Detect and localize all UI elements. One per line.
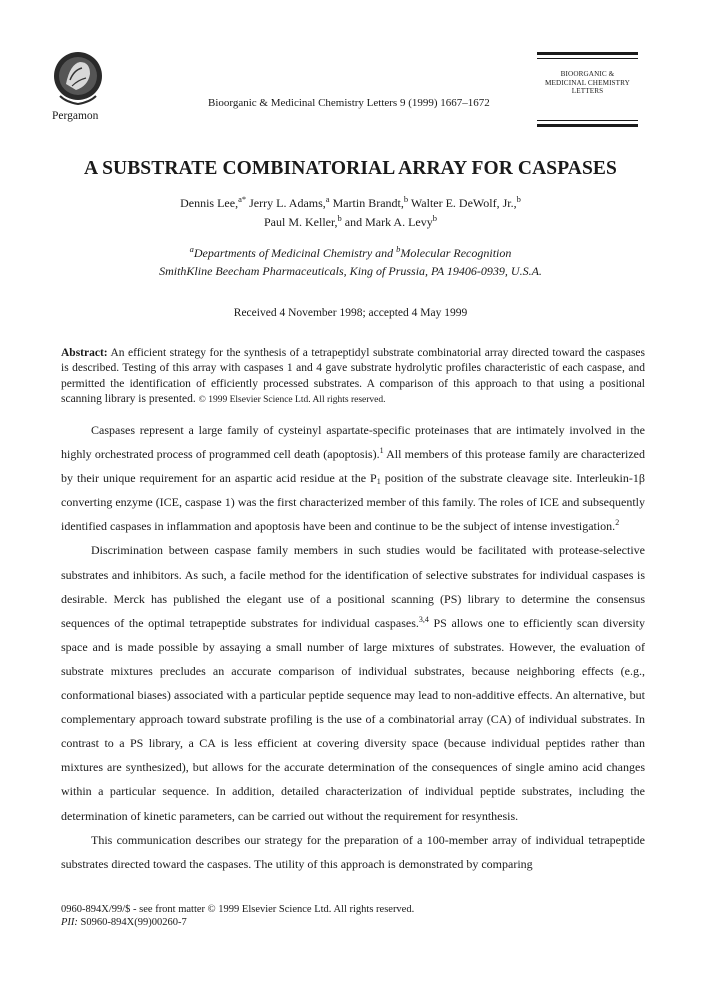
paragraph-text: Caspases represent a large family of cysteinyl aspartate-specific proteinases that are intimately involved in the highly orchestrated process of programmed cell death (apoptosis). bbox=[61, 423, 645, 462]
author-line bbox=[0, 213, 701, 232]
citation-ref: 1 bbox=[379, 446, 384, 456]
author-name: Jerry L. Adams, bbox=[246, 196, 326, 210]
publisher-name: Pergamon bbox=[52, 110, 99, 122]
affiliation-text: Molecular Recognition bbox=[400, 246, 512, 260]
author-name: Dennis Lee, bbox=[180, 196, 239, 210]
pii-label: PII: bbox=[61, 917, 78, 928]
author-name: Walter E. DeWolf, Jr., bbox=[408, 196, 517, 210]
affiliation bbox=[0, 244, 701, 280]
affiliation-line: SmithKline Beecham Pharmaceuticals, King of Prussia, PA 19406-0939, U.S.A. bbox=[159, 264, 542, 278]
abstract-label: Abstract: bbox=[61, 347, 108, 359]
header-rule bbox=[537, 120, 638, 121]
body-paragraph: This communication describes our strategy for the preparation of a 100-member array of individual tetrapeptide substrates directed toward the caspases. The utility of this approach is demonstrated by comparing bbox=[61, 832, 645, 871]
author-list bbox=[0, 194, 701, 232]
header-rule bbox=[537, 124, 638, 127]
citation-ref: 2 bbox=[615, 518, 620, 528]
author-affiliation-mark: a* bbox=[238, 194, 247, 204]
journal-name-line: MEDICINAL CHEMISTRY bbox=[545, 78, 630, 87]
footer-pii bbox=[61, 916, 414, 929]
abstract-text: An efficient strategy for the synthesis of a tetrapeptidyl substrate combinatorial array directed toward the caspases is described. Testing of this array with caspases 1 and 4 gave substrate hydrolytic profiles characteristic of each caspase, and permitted the identification of efficiently processed substrates. A comparison of this approach to that using a positional scanning library is presented. bbox=[61, 347, 645, 405]
paragraph-text: Discrimination between caspase family members in such studies would be facilitated with protease-selective substrates and inhibitors. As such, a facile method for the identification of selective substrates for individual caspases is desirable. Merck has published the elegant use of a positional scanning (PS) library to determine the consensus sequences of the optimal tetrapeptide substrates for individual caspases. bbox=[61, 543, 645, 630]
author-name: and Mark A. Levy bbox=[341, 215, 433, 229]
author-name: Martin Brandt, bbox=[329, 196, 404, 210]
body-paragraph bbox=[61, 538, 645, 827]
body-paragraph bbox=[61, 418, 645, 538]
affiliation-mark: b bbox=[396, 244, 401, 254]
page-footer bbox=[61, 903, 414, 929]
abstract-copyright: © 1999 Elsevier Science Ltd. All rights reserved. bbox=[198, 394, 386, 405]
affiliation-line bbox=[0, 244, 701, 262]
journal-name-box bbox=[537, 70, 638, 96]
pii-value: S0960-894X(99)00260-7 bbox=[77, 917, 187, 928]
subscript: 1 bbox=[376, 477, 381, 487]
author-affiliation-mark: a bbox=[325, 194, 330, 204]
journal-citation: Bioorganic & Medicinal Chemistry Letters 9 (1999) 1667–1672 bbox=[208, 97, 490, 109]
affiliation-mark: a bbox=[189, 244, 194, 254]
author-line bbox=[0, 194, 701, 213]
header-rule bbox=[537, 52, 638, 55]
affiliation-text: Departments of Medicinal Chemistry and bbox=[193, 246, 397, 260]
publisher-emblem-icon bbox=[52, 50, 104, 106]
author-affiliation-mark: b bbox=[516, 194, 521, 204]
article-title: A SUBSTRATE COMBINATORIAL ARRAY FOR CASPASES bbox=[83, 158, 617, 179]
author-affiliation-mark: b bbox=[432, 213, 437, 223]
paragraph-text: All members of this protease family are characterized by their unique requirement for an aspartic acid residue at the P bbox=[61, 447, 645, 486]
journal-name-line: BIOORGANIC & bbox=[560, 70, 615, 78]
paragraph-text: PS allows one to efficiently scan diversity space and is made possible by assaying a small number of large mixtures of substrates. However, the evaluation of substrate mixtures precludes an accurate comparison of individual substrates, because neighboring effects (e.g., conformational biases) associated with a particular peptide sequence may lead to non-additive effects. An alternative, but complementary approach toward substrate profiling is the use of a combinatorial array (CA) of individual substrates. In contrast to a PS library, a CA is less efficient at covering diversity space (because individual peptides rather than mixtures are synthesized), but allows for the accurate determination of the consequences of single amino acid changes within a particular sequence. In addition, detailed characterization of individual peptide substrates, including the determination of kinetic parameters, can be carried out without the requirement for resynthesis. bbox=[61, 615, 645, 823]
author-name: Paul M. Keller, bbox=[264, 215, 338, 229]
author-affiliation-mark: b bbox=[337, 213, 342, 223]
footer-copyright: 0960-894X/99/$ - see front matter © 1999 Elsevier Science Ltd. All rights reserved. bbox=[61, 904, 415, 915]
received-dates: Received 4 November 1998; accepted 4 May 1999 bbox=[233, 307, 468, 319]
author-affiliation-mark: b bbox=[403, 194, 409, 204]
paragraph-text: position of the substrate cleavage site. Interleukin-1β converting enzyme (ICE, caspase 1) was the first characterized member of this family. The roles of ICE and subsequently identified caspases in inflammation and apoptosis have been and continue to be the subject of intense investigation. bbox=[61, 471, 645, 534]
header-rule bbox=[537, 58, 638, 59]
abstract bbox=[61, 346, 645, 408]
citation-ref: 3,4 bbox=[418, 614, 429, 624]
article-body bbox=[61, 418, 645, 876]
journal-name-line: LETTERS bbox=[571, 87, 604, 96]
